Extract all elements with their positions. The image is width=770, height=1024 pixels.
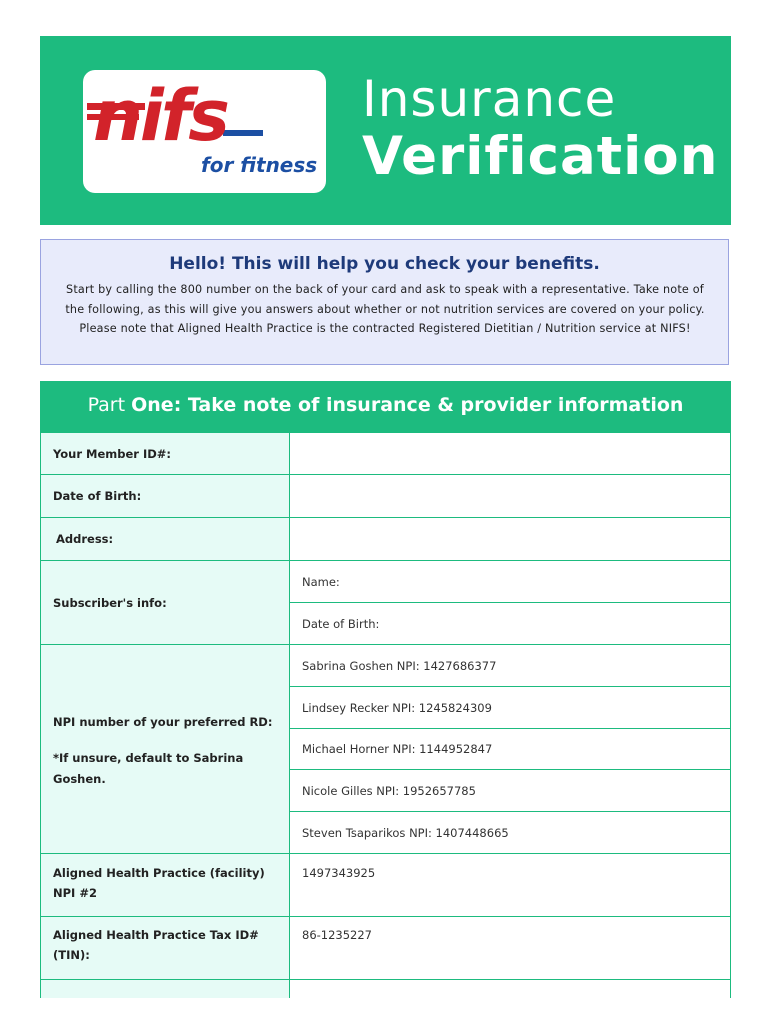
tax-id-label: Aligned Health Practice Tax ID# (TIN): xyxy=(53,928,259,962)
address-field[interactable] xyxy=(290,518,731,560)
facility-npi-label-cell xyxy=(40,854,290,916)
subscriber-label-cell xyxy=(40,561,290,644)
nifs-logo-graphic xyxy=(83,70,326,193)
npi-option[interactable] xyxy=(290,769,730,811)
address-label-cell xyxy=(40,518,290,560)
part-one-title-bold: One: Take note of insurance & provider information xyxy=(131,394,684,416)
address-label: Address: xyxy=(56,532,114,546)
npi-label-cell xyxy=(40,645,290,853)
part-one-title-regular: Part xyxy=(87,394,132,416)
part-one-header xyxy=(40,381,731,432)
provider-info-table xyxy=(40,432,731,998)
npi-option[interactable] xyxy=(290,686,730,728)
tax-id-label-cell xyxy=(40,917,290,979)
title-line-2: Verification xyxy=(362,126,719,187)
title-line-1: Insurance xyxy=(362,70,617,128)
member-id-field[interactable] xyxy=(290,433,731,474)
subscriber-label: Subscriber's info: xyxy=(53,595,167,610)
npi-note: *If unsure, default to Sabrina Goshen. xyxy=(53,751,244,786)
tax-id-value: 86-1235227 xyxy=(302,928,372,942)
npi-label: NPI number of your preferred RD: xyxy=(53,715,273,729)
npi-option-label: Steven Tsaparikos NPI: 1407448665 xyxy=(302,825,509,840)
header-banner xyxy=(40,36,731,225)
intro-body: Start by calling the 800 number on the back of your card and ask to speak with a representative. Take note of the following, as this will give you answers about whether or not nutrition services are covered on your policy. Please note that Aligned Health Practice is the contracted Registered Dietitian / Nutrition service at NIFS! xyxy=(65,283,705,335)
table-row xyxy=(40,853,731,916)
table-row xyxy=(40,979,731,998)
nifs-logo xyxy=(83,70,326,193)
dob-label: Date of Birth: xyxy=(53,489,142,503)
npi-options-cell xyxy=(290,645,731,853)
subscriber-info-cell xyxy=(290,561,731,644)
table-row xyxy=(40,916,731,979)
intro-heading: Hello! This will help you check your benefits. xyxy=(169,254,600,274)
npi-option-label: Nicole Gilles NPI: 1952657785 xyxy=(302,783,476,798)
subscriber-name-label: Name: xyxy=(302,574,340,589)
table-row xyxy=(40,560,731,644)
table-row xyxy=(40,432,731,474)
subscriber-dob-label: Date of Birth: xyxy=(302,616,380,631)
facility-npi-cell xyxy=(290,854,731,916)
npi-option[interactable] xyxy=(290,645,730,686)
member-id-label: Your Member ID#: xyxy=(53,446,172,461)
facility-npi-label: Aligned Health Practice (facility) NPI #2 xyxy=(53,866,265,900)
npi-option[interactable] xyxy=(290,728,730,769)
tax-id-cell xyxy=(290,917,731,979)
subscriber-name-field[interactable] xyxy=(290,561,730,602)
npi-option[interactable] xyxy=(290,811,730,853)
empty-field[interactable] xyxy=(290,980,731,998)
npi-option-label: Sabrina Goshen NPI: 1427686377 xyxy=(302,658,497,673)
table-row xyxy=(40,517,731,560)
table-row xyxy=(40,644,731,853)
facility-npi-value: 1497343925 xyxy=(302,866,376,880)
dob-field[interactable] xyxy=(290,475,731,517)
table-row xyxy=(40,474,731,517)
subscriber-dob-field[interactable] xyxy=(290,602,730,644)
part-one-title xyxy=(40,394,731,416)
empty-label-cell xyxy=(40,980,290,998)
npi-option-label: Michael Horner NPI: 1144952847 xyxy=(302,742,493,756)
member-id-label-cell xyxy=(40,433,290,474)
dob-label-cell xyxy=(40,475,290,517)
npi-option-label: Lindsey Recker NPI: 1245824309 xyxy=(302,700,492,715)
intro-box xyxy=(40,239,729,365)
logo-main-text: nifs xyxy=(93,75,227,157)
logo-sub-text: for fitness xyxy=(201,153,318,177)
